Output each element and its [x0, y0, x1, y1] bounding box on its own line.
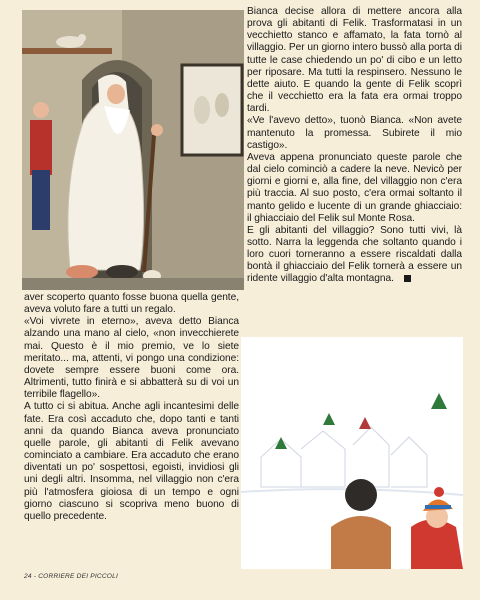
paragraph-change: A tutto ci si abitua. Anche agli incantesimi delle fate. Era così accaduto che, dopo tanti e tanti anni da quando Bianca aveva pronunciato quelle parole, gli abitanti di Felik avevano cominciato a cambiare. Era accaduto che erano diventati un po' sospettosi, egoisti, invidiosi gli uni degli altri. Insomma, nel villaggio non c'era più l'atmosfera gioiosa di un tempo e ogni giorno ciascuno si scopriva meno buono di quello precedente.: [24, 401, 239, 522]
paragraph-curse: «Ve l'avevo detto», tuonò Bianca. «Non avete mantenuto la promessa. Subirete il mio castigo».: [247, 115, 462, 151]
paragraph-transformation: Bianca decise allora di mettere ancora alla prova gli abitanti di Felik. Trasformatasi in un vecchietto stanco e affamato, la fata tornò al villaggio. Per un giorno intero bussò alla porta di tutte le case chiedendo un po' di cibo e un letto per riposare. Ma tutti la respinsero. Nessuno le dette aiuto. E quando la gente di Felik scoprì che il vecchietto era la fata era ormai troppo tardi.: [247, 6, 462, 115]
glacier-illustration: [241, 337, 463, 569]
paragraph-promise: «Voi vivrete in eterno», aveva detto Bianca alzando una mano al cielo, «non invecchierete mai. Questo è il mio premio, ve lo siete meritato... ma, attenti, vi pongo una condizione: dovete sempre essere buoni come ora. Altrimenti, tutto finirà e si abbatterà su di voi un terribile flagello».: [24, 316, 239, 401]
page-footer: 24 - CORRIERE DEI PICCOLI: [24, 573, 119, 580]
old-man-illustration: [22, 10, 244, 290]
story-text-right-column: [247, 6, 462, 286]
end-of-story-mark: [404, 275, 411, 282]
paragraph-gift: aver scoperto quanto fosse buona quella gente, aveva voluto fare a tutti un regalo.: [24, 292, 239, 316]
story-text-left-column: [24, 292, 239, 523]
paragraph-legend: E gli abitanti del villaggio? Sono tutti vivi, là sotto. Narra la leggenda che soltanto quando i loro cuori torneranno a essere riscaldati dalla bontà il ghiacciaio del Felik tornerà a essere un ridente villaggio d'alta montagna.: [247, 224, 462, 285]
paragraph-snowfall: Aveva appena pronunciato queste parole che dal cielo cominciò a cadere la neve. Nevicò per giorni e giorni e, alla fine, del villaggio non c'era più traccia. Al suo posto, c'era ormai soltanto il manto gelido e lucente di un grande ghiacciaio: il ghiacciaio del Felik sul Monte Rosa.: [247, 151, 462, 224]
